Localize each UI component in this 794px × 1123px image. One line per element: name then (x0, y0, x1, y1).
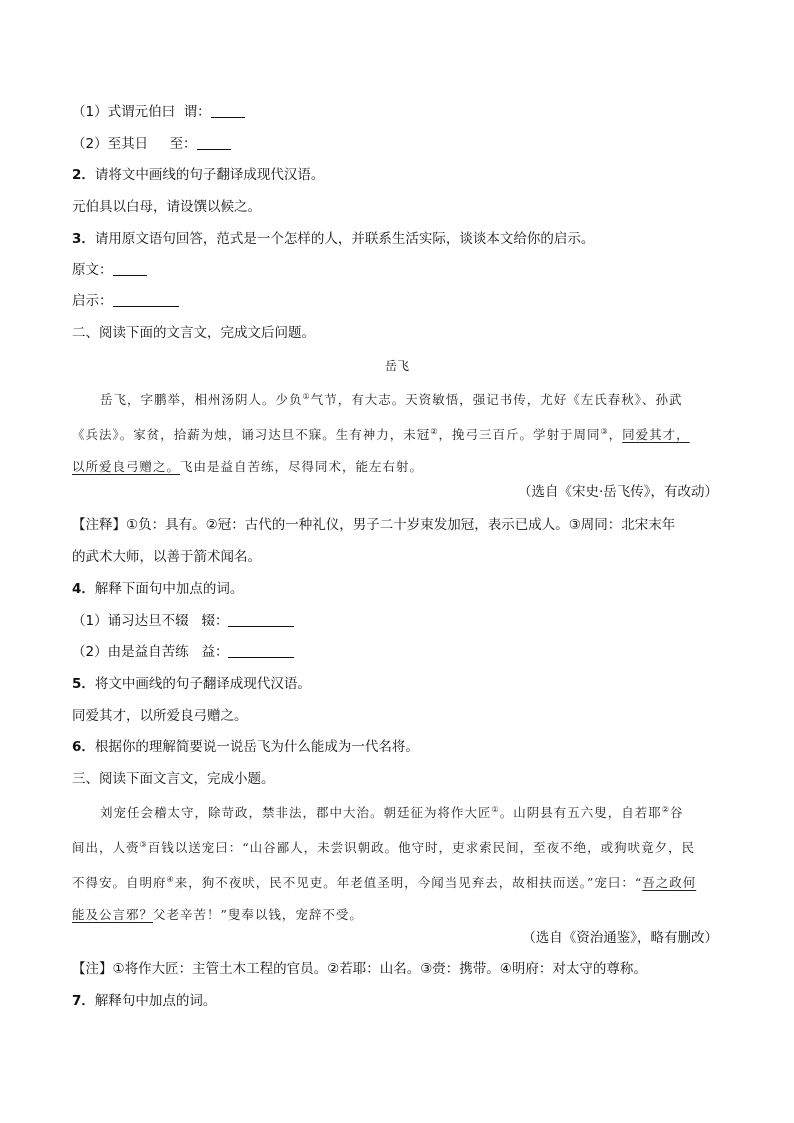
footnote-mark: ① (302, 392, 311, 401)
question-text: 请将文中画线的句子翻译成现代汉语。 (94, 167, 325, 183)
section-2-heading: 二、阅读下面的文言文，完成文后问题。 (72, 325, 315, 341)
question-text: 将文中画线的句子翻译成现代汉语。 (94, 676, 311, 692)
item-phrase: 式谓元伯曰 (107, 104, 176, 120)
passage-line (72, 829, 722, 864)
passage-yuefei (72, 381, 722, 483)
footnote-mark: ② (430, 427, 439, 437)
text-run: 飞由是益自苦练，尽得同术，能左右射。 (180, 459, 424, 475)
note-label: 【注释】 (72, 517, 126, 533)
answer-blank[interactable] (197, 135, 231, 150)
note-text: ①将作大匠：主管土木工程的官员。②若耶：山名。③赍：携带。④明府：对太守的尊称。 (112, 961, 647, 977)
question-number: 3． (72, 231, 95, 247)
footnote-mark: ③ (600, 427, 609, 437)
passage-line (72, 794, 722, 829)
passage-line (72, 451, 722, 483)
q3-yuanwen (72, 260, 147, 280)
answer-blank[interactable] (228, 612, 294, 627)
q3-qishi (72, 291, 179, 311)
item-phrase: 由是益自苦练 (107, 644, 189, 660)
underlined-text: 吾之政何 (642, 875, 697, 891)
question-number: 6． (72, 739, 95, 755)
item-word: 谓： (183, 104, 211, 120)
footnote-mark: ④ (166, 875, 175, 885)
annotation-note (72, 509, 722, 573)
item-phrase: 诵习达旦不辍 (107, 613, 189, 629)
question-text: 解释下面句中加点的词。 (94, 581, 244, 597)
question-number: 2． (72, 167, 95, 183)
text-run: 刘宠任会稽太守，除苛政，禁非法，郡中大治。朝廷征为将作大匠 (100, 805, 492, 821)
question-7 (72, 991, 216, 1011)
text-run: 。山阴县有五六叟，自若耶 (499, 805, 662, 821)
note-text: ①负：具有。②冠：古代的一种礼仪，男子二十岁束发加冠，表示已成人。③周同：北宋末年 (126, 517, 676, 533)
question-2 (72, 165, 324, 185)
question-number: 5． (72, 676, 95, 692)
item-word: 辍： (201, 613, 229, 629)
answer-blank[interactable] (211, 103, 245, 118)
q1-item1 (72, 102, 245, 122)
question-3 (72, 229, 594, 249)
note-label: 【注】 (72, 961, 113, 977)
text-run: 间出，人赍 (72, 840, 140, 856)
footnote-mark: ① (491, 805, 500, 814)
passage-title: 岳飞 (384, 359, 409, 373)
text-run: 《兵法》。家贫，拾薪为烛，诵习达旦不寐。生有神力，未冠 (72, 427, 431, 443)
text-run: 谷 (669, 805, 684, 821)
question-text: 根据你的理解简要说一说岳飞为什么能成为一代名将。 (94, 739, 419, 755)
q5-sentence: 同爱其才，以所爱良弓赠之。 (72, 708, 248, 724)
question-5 (72, 674, 311, 694)
note-text: 的武术大师，以善于箭术闻名。 (72, 549, 261, 565)
question-text: 解释句中加点的词。 (94, 993, 217, 1009)
text-run: 气节，有大志。天资敏悟，强记书传，尤好《左氏春秋》、孙武 (310, 392, 683, 408)
answer-blank[interactable] (228, 643, 294, 658)
answer-blank[interactable] (113, 292, 179, 307)
question-number: 4． (72, 581, 95, 597)
item-word: 至： (169, 136, 197, 152)
source-citation: （选自《宋史·岳飞传》，有改动） (517, 484, 718, 500)
underlined-text: 同爱其才， (622, 427, 690, 443)
passage-line (72, 416, 722, 451)
item-number: （2） (72, 136, 108, 152)
source-citation: （选自《资治通鉴》，略有删改） (522, 930, 718, 946)
item-number: （2） (72, 644, 108, 660)
item-number: （1） (72, 104, 108, 120)
footnote-mark: ③ (139, 840, 148, 850)
item-word: 益： (201, 644, 229, 660)
text-run: 岳飞，字鹏举，相州汤阴人。少负 (100, 392, 303, 408)
underlined-text: 以所爱良弓赠之。 (72, 459, 181, 475)
text-run: 父老辛苦！”叟奉以钱，宠辞不受。 (153, 907, 363, 923)
field-label: 启示： (72, 293, 113, 309)
annotation-note (72, 959, 647, 979)
answer-blank[interactable] (113, 261, 147, 276)
text-run: 不得安。自明府 (72, 875, 167, 891)
text-run: 百钱以送宠曰：“山谷鄙人，未尝识朝政。他守时，吏求索民间，至夜不绝，或狗吠竟夕，民 (147, 840, 696, 856)
q1-item2 (72, 134, 231, 154)
text-run: 来，狗不夜吠，民不见吏。年老值圣明，今闻当见弃去，故相扶而送。”宠曰：“ (174, 875, 643, 891)
passage-line (72, 864, 722, 899)
question-text: 请用原文语句回答，范式是一个怎样的人，并联系生活实际，谈谈本文给你的启示。 (94, 231, 595, 247)
footnote-mark: ② (661, 805, 670, 814)
text-run: ，挽弓三百斤。学射于周同 (438, 427, 601, 443)
item-phrase: 至其日 (107, 136, 149, 152)
passage-line (72, 381, 722, 416)
field-label: 原文： (72, 262, 113, 278)
q4-item1 (72, 611, 294, 631)
passage-liuchong (72, 794, 722, 931)
underlined-text: 能及公言邪？ (72, 907, 154, 923)
q4-item2 (72, 642, 294, 662)
passage-line (72, 899, 722, 931)
question-number: 7． (72, 993, 95, 1009)
item-number: （1） (72, 613, 108, 629)
q2-sentence: 元伯具以白母，请设馔以候之。 (72, 199, 261, 215)
question-6 (72, 737, 419, 757)
question-4 (72, 579, 243, 599)
section-3-heading: 三、阅读下面文言文，完成小题。 (72, 771, 275, 787)
text-run: ， (608, 427, 623, 443)
